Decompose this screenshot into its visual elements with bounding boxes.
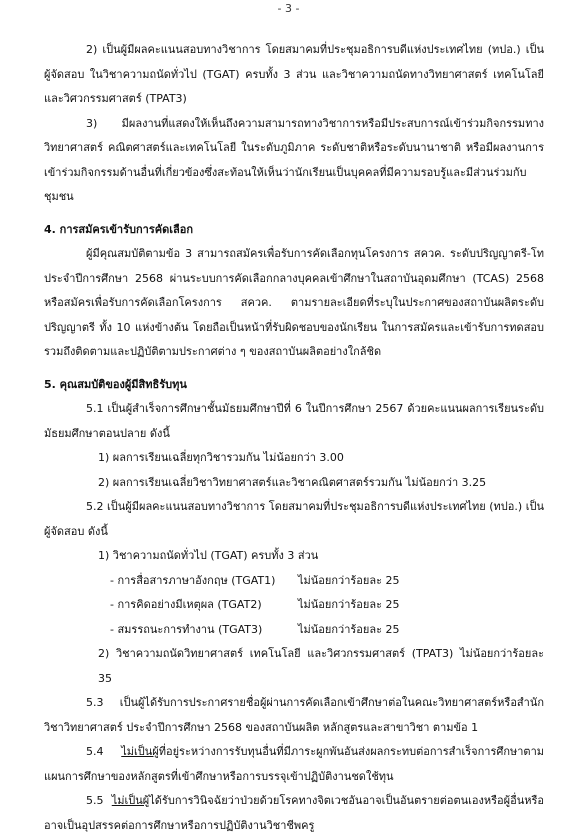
item-5-5-text: ได้รับการวินิจฉัยว่าป่วยด้วยโรคทางจิตเวชอันอาจเป็นอันตรายต่อตนเองหรือผู้อื่นหรืออาจเป็นอุปสรรคต่อการศึกษาหรือการปฏิบัติงานวิชาชีพครู xyxy=(44,794,544,832)
item-5-4 xyxy=(44,740,544,789)
tgat-part-name: - สมรรถนะการทำงาน (TGAT3) xyxy=(110,622,263,636)
section3-item2: 2) เป็นผู้มีผลคะแนนสอบทางวิชาการ โดยสมาคมที่ประชุมอธิการบดีแห่งประเทศไทย (ทปอ.) เป็นผู้จัดสอบ ในวิชาความถนัดทั่วไป (TGAT) ครบทั้ง 3 ส่วน และวิชาความถนัดทางวิทยาศาสตร์ เทคโนโลยี และวิศวกรรมศาสตร์ (TPAT3) xyxy=(44,43,544,105)
section4-body: ผู้มีคุณสมบัติตามข้อ 3 สามารถสมัครเพื่อรับการคัดเลือกทุนโครงการ สควค. ระดับปริญญาตรี-โท ประจำปีการศึกษา 2568 ผ่านระบบการคัดเลือกกลางบุคคลเข้าศึกษาในสถาบันอุดมศึกษา (TCAS) 2568 หรือสมัครเพื่อรับการคัดเลือกโครงการ สควค. ตามรายละเอียดที่ระบุในประกาศของสถาบันผลิตระดับปริญญาตรี ทั้ง 10 แห่งข้างต้น โดยถือเป็นหน้าที่รับผิดชอบของนักเรียน ในการสมัครและเข้ารับการทดสอบรวมถึงติดตามและปฏิบัติตามประกาศต่าง ๆ ของสถาบันผลิตอย่างใกล้ชิด xyxy=(44,247,544,358)
item-5-1-1: 1) ผลการเรียนเฉลี่ยทุกวิชารวมกัน ไม่น้อยกว่า 3.00 xyxy=(98,451,344,464)
item-5-1-2: 2) ผลการเรียนเฉลี่ยวิชาวิทยาศาสตร์และวิชาคณิตศาสตร์รวมกัน ไม่น้อยกว่า 3.25 xyxy=(98,475,487,489)
item-5-5-number: 5.5 xyxy=(86,794,112,807)
tgat-part-requirement: ไม่น้อยกว่าร้อยละ 25 xyxy=(298,573,400,587)
tgat-row xyxy=(44,569,544,594)
tgat-part-requirement: ไม่น้อยกว่าร้อยละ 25 xyxy=(298,598,400,611)
page-number: - 3 - xyxy=(277,2,300,15)
document-body xyxy=(44,38,544,838)
tgat-part-name: - การสื่อสารภาษาอังกฤษ (TGAT1) xyxy=(110,573,276,587)
section3-item3: 3) มีผลงานที่แสดงให้เห็นถึงความสามารถทางวิชาการหรือมีประสบการณ์เข้าร่วมกิจกรรมทางวิทยาศาสตร์ คณิตศาสตร์และเทคโนโลยี ในระดับภูมิภาค ระดับชาติหรือระดับนานาชาติ หรือมีผลงานการเข้าร่วมกิจกรรมด้านอื่นที่เกี่ยวข้องซึ่งสะท้อนให้เห็นว่านักเรียนเป็นบุคคลที่มีความรอบรู้และมีส่วนร่วมกับชุมชน xyxy=(44,116,544,203)
item-5-3: 5.3 เป็นผู้ได้รับการประกาศรายชื่อผู้ผ่านการคัดเลือกเข้าศึกษาต่อในคณะวิทยาศาสตร์หรือสำนักวิชาวิทยาศาสตร์ ประจำปีการศึกษา 2568 ของสถาบันผลิต หลักสูตรและสาขาวิชา ตามข้อ 1 xyxy=(44,696,544,734)
item-5-2: 5.2 เป็นผู้มีผลคะแนนสอบทางวิชาการ โดยสมาคมที่ประชุมอธิการบดีแห่งประเทศไทย (ทปอ.) เป็นผู้จัดสอบ ดังนี้ xyxy=(44,500,544,538)
item-5-1: 5.1 เป็นผู้สำเร็จการศึกษาชั้นมัธยมศึกษาปีที่ 6 ในปีการศึกษา 2567 ด้วยคะแนนผลการเรียนระดับมัธยมศึกษาตอนปลาย ดังนี้ xyxy=(44,402,544,440)
section4-heading: 4. การสมัครเข้ารับการคัดเลือก xyxy=(44,222,193,236)
tgat-part-name: - การคิดอย่างมีเหตุผล (TGAT2) xyxy=(110,598,262,611)
item-5-2-1: 1) วิชาความถนัดทั่วไป (TGAT) ครบทั้ง 3 ส่วน xyxy=(98,549,319,562)
item-5-5 xyxy=(44,789,544,838)
item-5-2-2: 2) วิชาความถนัดวิทยาศาสตร์ เทคโนโลยี และวิศวกรรมศาสตร์ (TPAT3) ไม่น้อยกว่าร้อยละ 35 xyxy=(98,647,544,685)
tgat-row xyxy=(44,618,544,643)
tgat-part-requirement: ไม่น้อยกว่าร้อยละ 25 xyxy=(298,622,400,636)
tgat-row xyxy=(44,593,544,618)
item-5-5-emphasis: ไม่เป็นผู้ xyxy=(111,794,150,807)
item-5-4-emphasis: ไม่เป็นผู้ xyxy=(121,745,159,758)
section5-heading: 5. คุณสมบัติของผู้มีสิทธิรับทุน xyxy=(44,377,187,391)
item-5-4-text: ที่อยู่ระหว่างการรับทุนอื่นที่มีภาระผูกพันอันส่งผลกระทบต่อการสำเร็จการศึกษาตามแผนการศึกษาของหลักสูตรที่เข้าศึกษาหรือการบรรจุเข้าปฏิบัติงานชดใช้ทุน xyxy=(44,745,544,783)
item-5-4-number: 5.4 xyxy=(86,745,122,758)
